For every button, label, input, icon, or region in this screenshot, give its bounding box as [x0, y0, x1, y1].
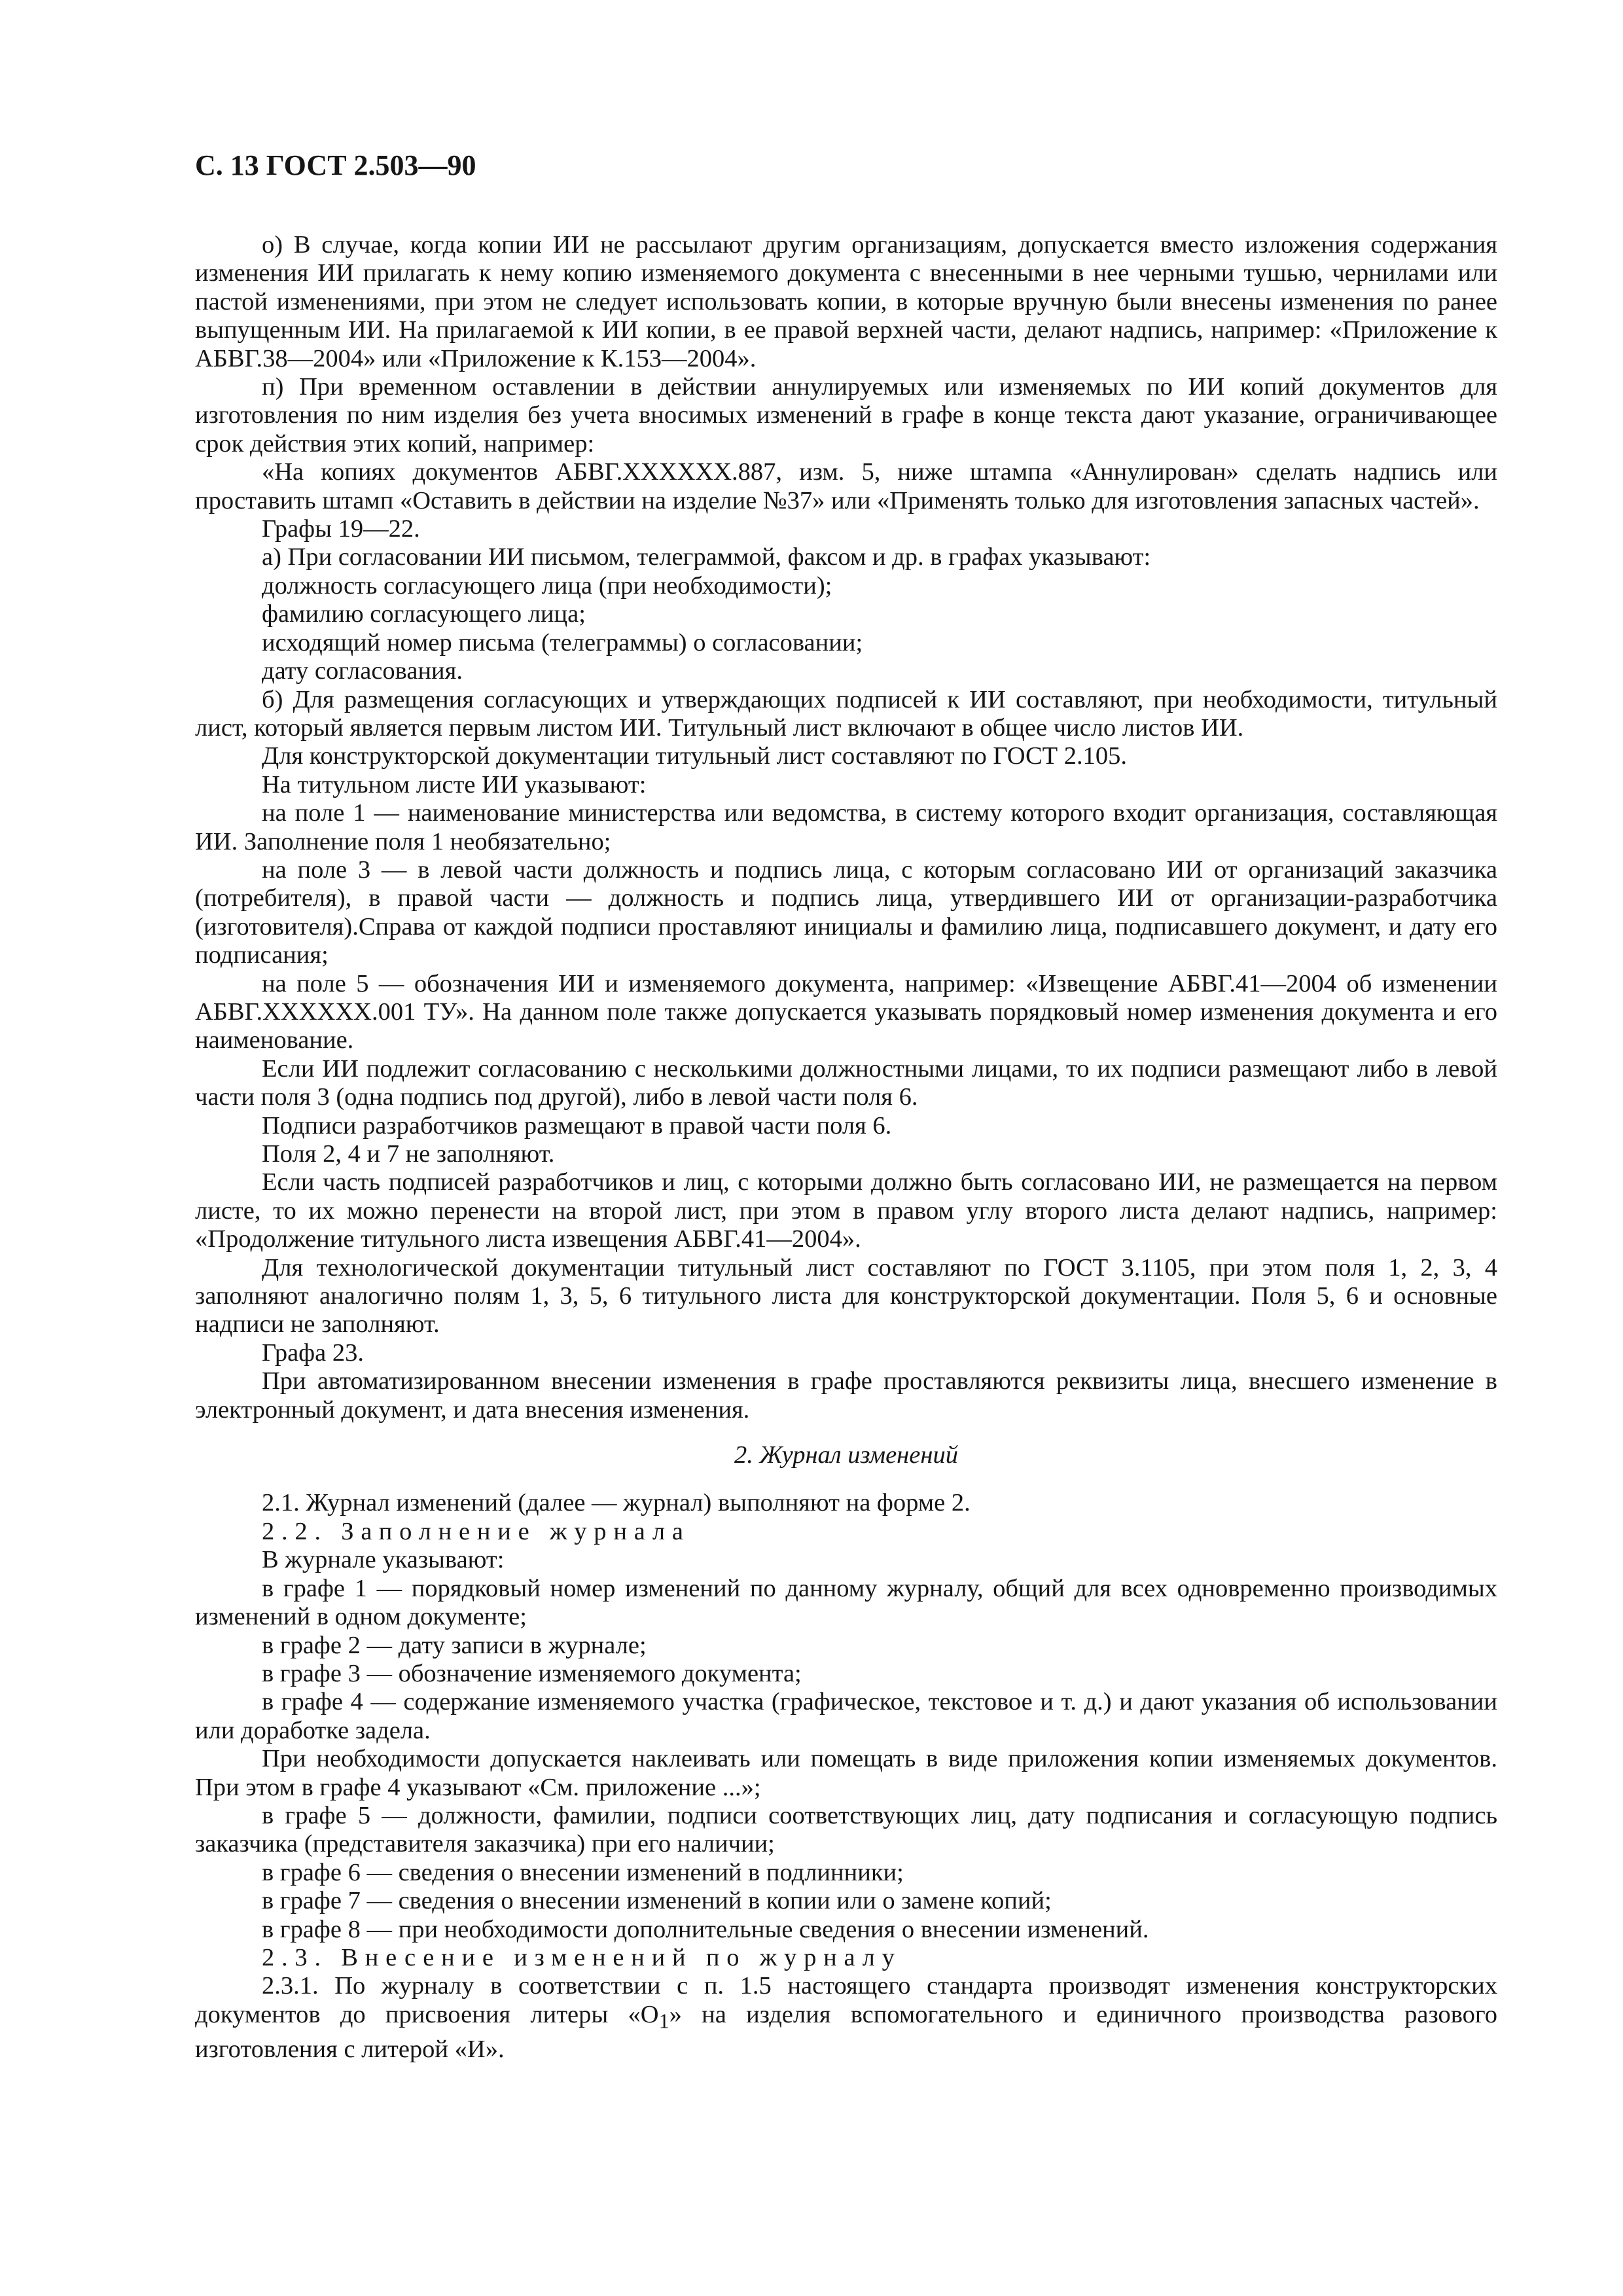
list-item-letter-number: исходящий номер письма (телеграммы) о согласовании;	[262, 628, 863, 656]
paragraph-title-sheet: На титульном листе ИИ указывают:	[262, 770, 647, 798]
paragraph-field-3: на поле 3 — в левой части должность и подпись лица, с которым согласовано ИИ от организаций заказчика (потребителя), в правой части — должность и подпись лица, утвердившего ИИ от организации-разработчика (изготовителя).Справа от каждой подписи проставляют инициалы и фамилию лица, подписавшего документ, и дату его подписания;	[195, 855, 1497, 969]
paragraph-2-3-1	[195, 1972, 1497, 2064]
paragraph-second-sheet: Если часть подписей разработчиков и лиц, с которыми должно быть согласовано ИИ, не размещается на первом листе, то их можно перенести на второй лист, при этом в правом углу второго листа делают надпись, например: «Продолжение титульного листа извещения АБВГ.41—2004».	[195, 1168, 1497, 1253]
paragraph-column-4: в графе 4 — содержание изменяемого участка (графическое, текстовое и т. д.) и дают указания об использовании или доработке задела.	[195, 1688, 1497, 1744]
paragraph-empty-fields: Поля 2, 4 и 7 не заполняют.	[262, 1140, 555, 1168]
paragraph-2-1: 2.1. Журнал изменений (далее — журнал) выполняют на форме 2.	[262, 1489, 971, 1517]
letter-subscript: 1	[658, 2009, 669, 2033]
paragraph-2-3-1-text-start: 2.3.1. По журналу в соответствии с п. 1.5 настоящего стандарта производят изменения конструкторских документов до присвоения литеры «О	[195, 1972, 1497, 2028]
list-item-approval-date: дату согласования.	[262, 657, 463, 685]
paragraph-multiple-signatures: Если ИИ подлежит согласованию с несколькими должностными лицами, то их подписи размещают либо в левой части поля 3 (одна подпись под другой), либо в левой части поля 6.	[195, 1054, 1497, 1111]
paragraph-column-7: в графе 7 — сведения о внесении изменений в копии или о замене копий;	[262, 1887, 1052, 1915]
paragraph-column-1: в графе 1 — порядковый номер изменений по данному журналу, общий для всех одновременно производимых изменений в одном документе;	[195, 1574, 1497, 1631]
list-item-position: должность согласующего лица (при необходимости);	[262, 571, 832, 600]
paragraph-attachments: При необходимости допускается наклеивать или помещать в виде приложения копии изменяемых документов. При этом в графе 4 указывают «См. приложение ...»;	[195, 1745, 1497, 1801]
paragraph-column-6: в графе 6 — сведения о внесении изменений в подлинники;	[262, 1858, 904, 1886]
paragraph-field-1: на поле 1 — наименование министерства или ведомства, в систему которого входит организация, составляющая ИИ. Заполнение поля 1 необязательно;	[195, 799, 1497, 855]
paragraph-developer-signatures: Подписи разработчиков размещают в правой части поля 6.	[262, 1111, 892, 1139]
paragraph-p: п) При временном оставлении в действии аннулируемых или изменяемых по ИИ копий документов для изготовления по ним изделия без учета вносимых изменений в графе в конце текста дают указание, ограничивающее срок действия этих копий, например:	[195, 373, 1497, 457]
paragraph-column-3: в графе 3 — обозначение изменяемого документа;	[262, 1659, 802, 1687]
subsection-title-2-2: 2.2. Заполнение журнала	[262, 1517, 690, 1545]
paragraph-quote-example: «На копиях документов АБВГ.XXXXXX.887, изм. 5, ниже штампа «Аннулирован» сделать надпись или проставить штамп «Оставить в действии на изделие №37» или «Применять только для изготовления запасных частей».	[195, 458, 1497, 514]
document-page	[195, 147, 1497, 2064]
paragraph-columns-19-22: Графы 19—22.	[262, 515, 420, 543]
page-header: С. 13 ГОСТ 2.503—90	[195, 149, 476, 181]
paragraph-column-2: в графе 2 — дату записи в журнале;	[262, 1631, 647, 1659]
paragraph-tech-docs: Для технологической документации титульный лист составляют по ГОСТ 3.1105, при этом поля 1, 2, 3, 4 заполняют аналогично полям 1, 3, 5, 6 титульного листа для конструкторской документации. Поля 5, 6 и основные надписи не заполняют.	[195, 1253, 1497, 1338]
paragraph-o: о) В случае, когда копии ИИ не рассылают другим организациям, допускается вместо изложения содержания изменения ИИ прилагать к нему копию изменяемого документа с внесенными в нее черными тушью, чернилами или пастой изменениями, при этом не следует использовать копии, в которые вручную были внесены изменения по ранее выпущенным ИИ. На прилагаемой к ИИ копии, в ее правой верхней части, делают надпись, например: «Приложение к АБВГ.38—2004» или «Приложение к К.153—2004».	[195, 231, 1497, 372]
paragraph-column-5: в графе 5 — должности, фамилии, подписи соответствующих лиц, дату подписания и согласующую подпись заказчика (представителя заказчика) при его наличии;	[195, 1801, 1497, 1858]
list-item-surname: фамилию согласующего лица;	[262, 600, 586, 628]
paragraph-column-8: в графе 8 — при необходимости дополнительные сведения о внесении изменений.	[262, 1915, 1149, 1943]
subsection-title-2-3: 2.3. Внесение изменений по журналу	[262, 1943, 902, 1971]
section-title-change-log: 2. Журнал изменений	[734, 1441, 958, 1469]
paragraph-2-3-1-text-end: » на изделия вспомогательного и единичного производства разового изготовления с литерой «И».	[195, 2000, 1497, 2063]
paragraph-automated: При автоматизированном внесении изменения в графе проставляются реквизиты лица, внесшего изменение в электронный документ, и дата внесения изменения.	[195, 1367, 1497, 1424]
paragraph-column-23: Графа 23.	[262, 1338, 364, 1367]
paragraph-a: а) При согласовании ИИ письмом, телеграммой, факсом и др. в графах указывают:	[262, 543, 1151, 571]
paragraph-field-5: на поле 5 — обозначения ИИ и изменяемого документа, например: «Извещение АБВГ.41—2004 об изменении АБВГ.XXXXXX.001 ТУ». На данном поле также допускается указывать порядковый номер изменения документа и его наименование.	[195, 969, 1497, 1054]
paragraph-design-docs: Для конструкторской документации титульный лист составляют по ГОСТ 2.105.	[262, 742, 1128, 770]
paragraph-log-contents: В журнале указывают:	[262, 1546, 505, 1574]
document-body	[195, 231, 1497, 2064]
paragraph-b: б) Для размещения согласующих и утверждающих подписей к ИИ составляют, при необходимости, титульный лист, который является первым листом ИИ. Титульный лист включают в общее число листов ИИ.	[195, 685, 1497, 742]
